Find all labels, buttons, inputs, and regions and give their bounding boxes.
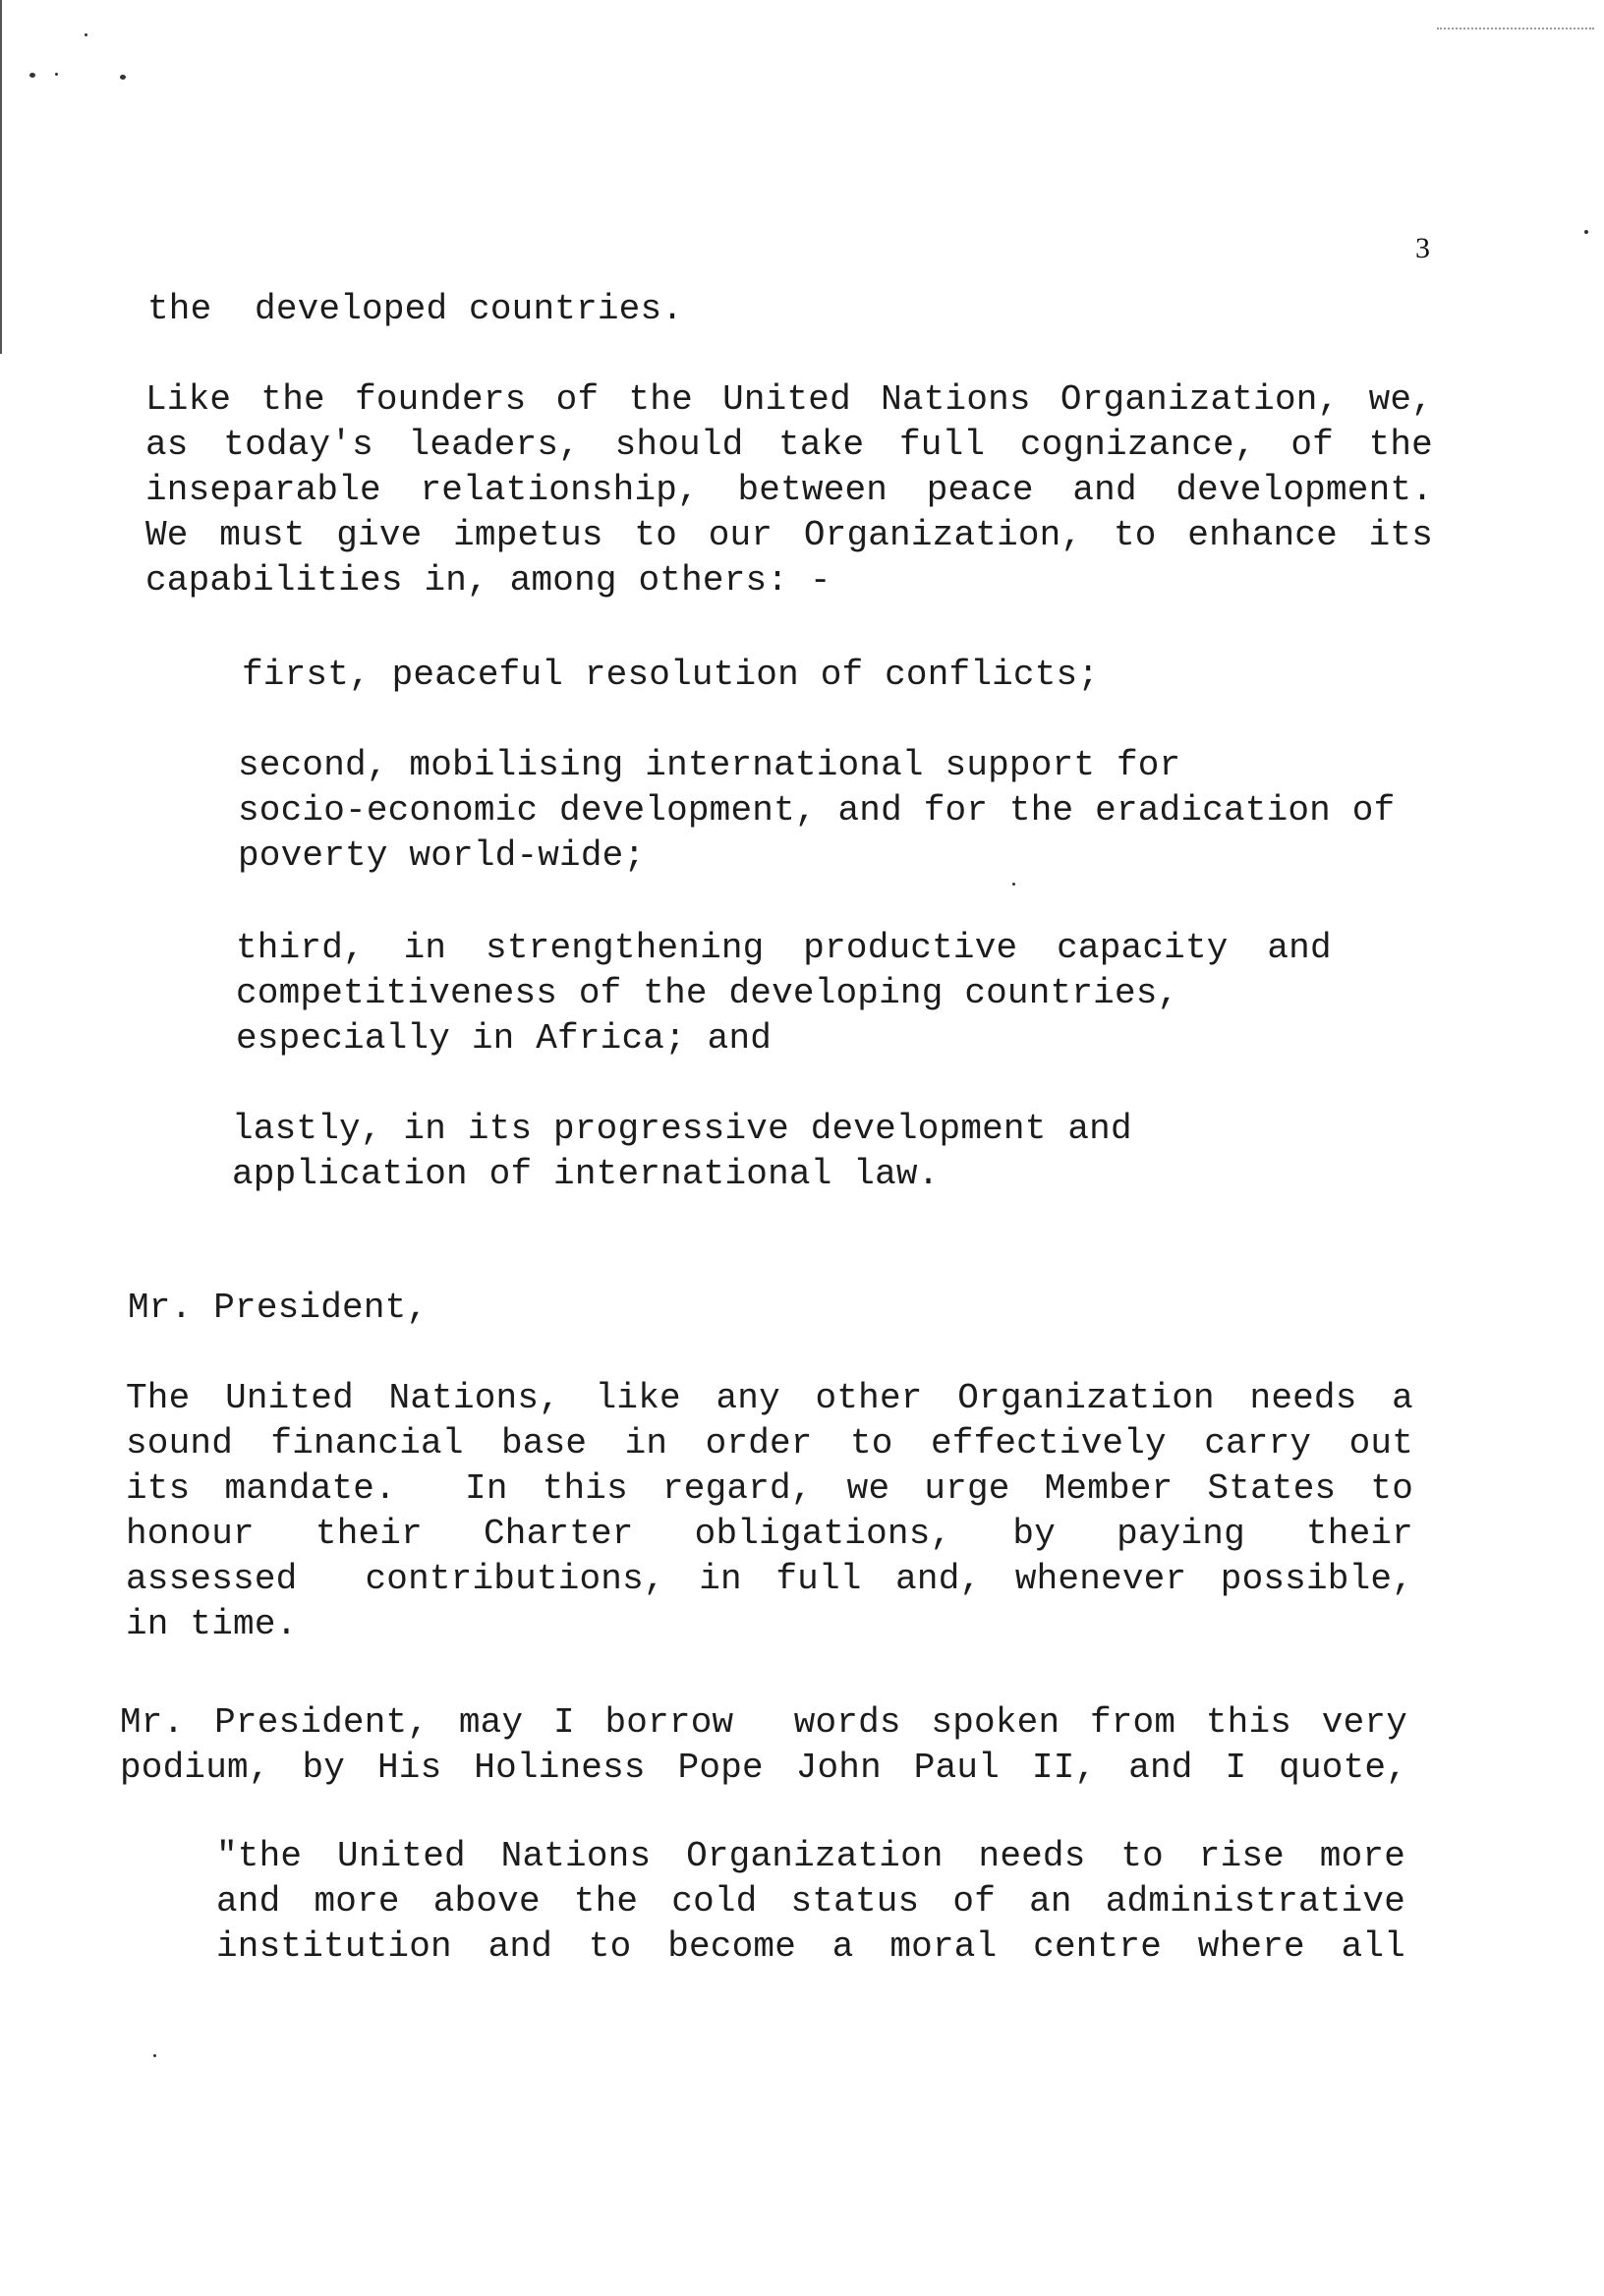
- text-line: in time.: [126, 1604, 298, 1644]
- text-line: second, mobilising international support for: [238, 745, 1181, 785]
- text-line: institution and to become a moral centre where all: [216, 1926, 1405, 1967]
- scan-speck: [55, 73, 58, 76]
- text-line: poverty world-wide;: [238, 835, 646, 876]
- text-line: capabilities in, among others: -: [145, 560, 831, 601]
- paragraph-borrow-words: [120, 1700, 1407, 1791]
- text-line: third, in strengthening productive capacity and: [236, 928, 1332, 968]
- scan-speck: [1584, 230, 1588, 234]
- scan-speck: [85, 33, 87, 36]
- text-line: first, peaceful resolution of conflicts;: [242, 655, 1100, 695]
- text-line: podium, by His Holiness Pope John Paul II, and I quote,: [120, 1748, 1407, 1788]
- text-line: application of international law.: [232, 1154, 940, 1194]
- text-line: lastly, in its progressive development and: [232, 1109, 1132, 1149]
- text-line: competitiveness of the developing countries,: [236, 973, 1179, 1013]
- text-line: assessed contributions, in full and, whenever possible,: [126, 1559, 1413, 1599]
- text-line: as today's leaders, should take full cognizance, of the: [145, 425, 1433, 465]
- scan-speck: [1012, 883, 1015, 886]
- scan-speck: [120, 75, 126, 80]
- quotation-block: [216, 1834, 1405, 1970]
- list-item-third: [236, 926, 1332, 1062]
- text-line: sound financial base in order to effectively carry out: [126, 1423, 1413, 1464]
- text-line: The United Nations, like any other Organization needs a: [126, 1378, 1413, 1418]
- scan-dotted-mark: [1437, 28, 1594, 31]
- text-line: socio-economic development, and for the eradication of: [238, 790, 1396, 831]
- text-line: especially in Africa; and: [236, 1018, 773, 1059]
- list-item-second: [238, 743, 1395, 879]
- paragraph-founders: [145, 377, 1433, 603]
- text-line: its mandate. In this regard, we urge Member States to: [126, 1468, 1413, 1509]
- scan-speck: [29, 73, 35, 78]
- salutation-mr-president: Mr. President,: [128, 1288, 429, 1328]
- list-item-first: [242, 653, 1099, 698]
- text-line: Like the founders of the United Nations Organization, we,: [145, 379, 1433, 420]
- text-line: honour their Charter obligations, by paying their: [126, 1514, 1413, 1554]
- text-line: and more above the cold status of an administrative: [216, 1881, 1405, 1922]
- page-number: 3: [1415, 232, 1430, 264]
- scan-edge-line: [0, 0, 2, 354]
- scan-speck: [153, 2054, 156, 2057]
- continuation-line: the developed countries.: [147, 289, 684, 329]
- list-item-lastly: [232, 1107, 1132, 1197]
- text-line: inseparable relationship, between peace and development.: [145, 470, 1433, 510]
- paragraph-finances: [126, 1376, 1413, 1647]
- text-line: "the United Nations Organization needs to rise more: [216, 1836, 1405, 1876]
- text-line: Mr. President, may I borrow words spoken from this very: [120, 1702, 1407, 1743]
- text-line: We must give impetus to our Organization, to enhance its: [145, 515, 1433, 555]
